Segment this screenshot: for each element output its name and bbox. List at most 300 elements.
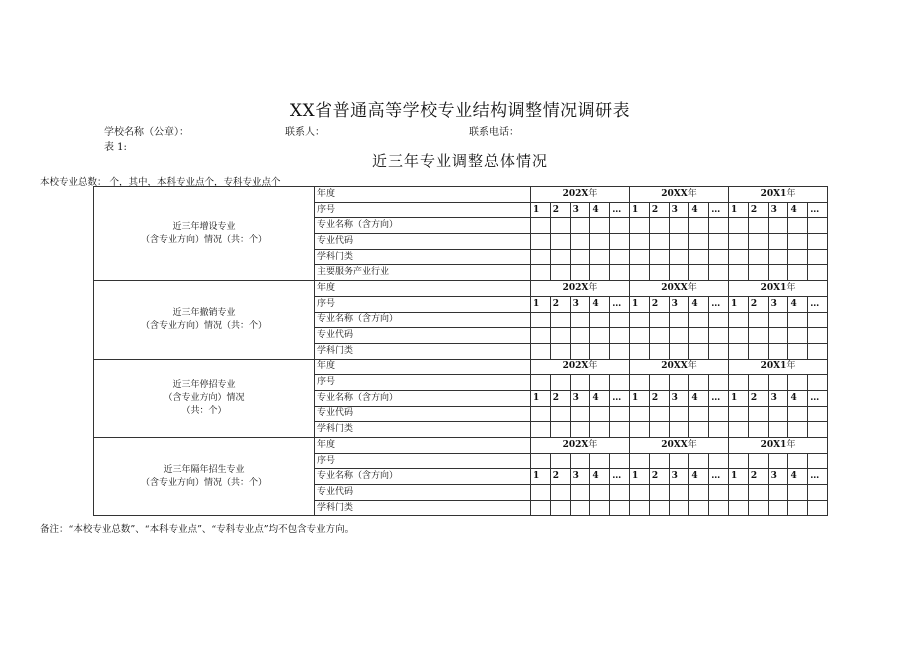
data-cell bbox=[788, 422, 808, 438]
seq-number: … bbox=[610, 296, 630, 312]
school-name-label: 学校名称（公章）： bbox=[104, 127, 189, 138]
data-cell bbox=[689, 328, 709, 344]
row-label: 年度 bbox=[315, 187, 531, 203]
row-label: 专业名称（含方向） bbox=[315, 469, 531, 485]
data-cell bbox=[590, 312, 610, 328]
data-cell bbox=[729, 406, 749, 422]
data-cell bbox=[768, 500, 788, 516]
data-cell bbox=[709, 218, 729, 234]
data-cell bbox=[570, 485, 590, 501]
data-cell bbox=[788, 234, 808, 250]
row-label: 专业代码 bbox=[315, 328, 531, 344]
data-cell bbox=[768, 375, 788, 391]
data-cell bbox=[748, 249, 768, 265]
table-subtitle: 近三年专业调整总体情况 bbox=[371, 152, 548, 170]
data-cell bbox=[788, 500, 808, 516]
seq-number: 1 bbox=[630, 296, 650, 312]
year-suffix: 年 bbox=[687, 361, 697, 372]
seq-number: 3 bbox=[570, 469, 590, 485]
data-cell bbox=[729, 500, 749, 516]
data-cell bbox=[570, 312, 590, 328]
data-cell bbox=[689, 265, 709, 281]
data-cell bbox=[550, 422, 570, 438]
data-cell bbox=[570, 422, 590, 438]
data-cell bbox=[610, 500, 630, 516]
data-cell bbox=[531, 265, 551, 281]
data-cell bbox=[570, 234, 590, 250]
year-code: 202X bbox=[562, 188, 589, 199]
data-cell bbox=[748, 312, 768, 328]
year-suffix: 年 bbox=[588, 282, 598, 293]
data-cell bbox=[610, 375, 630, 391]
year-suffix: 年 bbox=[687, 188, 697, 199]
seq-number: 1 bbox=[729, 469, 749, 485]
seq-number: 1 bbox=[531, 202, 551, 218]
data-cell bbox=[689, 453, 709, 469]
data-cell bbox=[570, 218, 590, 234]
data-cell bbox=[748, 265, 768, 281]
data-cell bbox=[570, 375, 590, 391]
year-suffix: 年 bbox=[687, 282, 697, 293]
seq-number: 3 bbox=[570, 390, 590, 406]
section-label bbox=[94, 281, 315, 359]
seq-number: … bbox=[709, 390, 729, 406]
data-cell bbox=[550, 312, 570, 328]
seq-number: 2 bbox=[550, 296, 570, 312]
data-cell bbox=[649, 500, 669, 516]
seq-number: 4 bbox=[689, 202, 709, 218]
data-cell bbox=[531, 406, 551, 422]
data-cell bbox=[669, 249, 689, 265]
section-label-line: （含专业方向）情况（共：个） bbox=[140, 234, 267, 245]
data-cell bbox=[630, 406, 650, 422]
section-label-line: 近三年撤销专业 bbox=[172, 307, 236, 318]
row-label: 专业名称（含方向） bbox=[315, 312, 531, 328]
data-cell bbox=[531, 500, 551, 516]
row-label: 学科门类 bbox=[315, 422, 531, 438]
data-cell bbox=[649, 343, 669, 359]
year-code: 20XX bbox=[661, 439, 688, 450]
data-cell bbox=[550, 234, 570, 250]
data-cell bbox=[808, 218, 828, 234]
year-header bbox=[630, 359, 729, 375]
data-cell bbox=[590, 218, 610, 234]
data-cell bbox=[610, 453, 630, 469]
page-title: XX省普通高等学校专业结构调整情况调研表 bbox=[289, 101, 631, 121]
data-cell bbox=[808, 234, 828, 250]
data-cell bbox=[610, 218, 630, 234]
footnote: 备注：“本校专业总数”、“本科专业点”、“专科专业点”均不包含专业方向。 bbox=[40, 524, 355, 535]
data-cell bbox=[531, 485, 551, 501]
seq-number: 4 bbox=[788, 390, 808, 406]
row-label: 专业代码 bbox=[315, 234, 531, 250]
data-cell bbox=[531, 312, 551, 328]
data-cell bbox=[590, 343, 610, 359]
data-cell bbox=[550, 343, 570, 359]
year-suffix: 年 bbox=[786, 188, 796, 199]
data-cell bbox=[590, 328, 610, 344]
major-summary-line: 本校专业总数： 个，其中，本科专业点个，专科专业点个 bbox=[40, 177, 281, 188]
data-cell bbox=[788, 453, 808, 469]
seq-number: 1 bbox=[729, 202, 749, 218]
year-header bbox=[531, 187, 630, 203]
seq-number: 2 bbox=[649, 390, 669, 406]
data-cell bbox=[570, 343, 590, 359]
data-cell bbox=[689, 422, 709, 438]
data-cell bbox=[748, 328, 768, 344]
seq-number: 2 bbox=[550, 390, 570, 406]
seq-number: 1 bbox=[630, 390, 650, 406]
data-cell bbox=[649, 218, 669, 234]
data-cell bbox=[630, 453, 650, 469]
data-cell bbox=[768, 312, 788, 328]
seq-number: … bbox=[808, 469, 828, 485]
data-cell bbox=[748, 406, 768, 422]
table-row bbox=[94, 359, 828, 375]
data-cell bbox=[630, 265, 650, 281]
data-cell bbox=[788, 328, 808, 344]
data-cell bbox=[550, 485, 570, 501]
data-cell bbox=[610, 328, 630, 344]
seq-number: 3 bbox=[669, 202, 689, 218]
seq-number: 2 bbox=[649, 469, 669, 485]
data-cell bbox=[630, 500, 650, 516]
data-cell bbox=[748, 422, 768, 438]
data-cell bbox=[709, 328, 729, 344]
seq-number: 3 bbox=[768, 296, 788, 312]
data-cell bbox=[610, 265, 630, 281]
data-cell bbox=[729, 234, 749, 250]
year-header bbox=[630, 281, 729, 297]
data-cell bbox=[590, 265, 610, 281]
seq-number: 2 bbox=[649, 296, 669, 312]
row-label: 序号 bbox=[315, 453, 531, 469]
data-cell bbox=[630, 218, 650, 234]
data-cell bbox=[788, 406, 808, 422]
row-label: 学科门类 bbox=[315, 500, 531, 516]
year-header bbox=[531, 281, 630, 297]
data-cell bbox=[610, 234, 630, 250]
data-cell bbox=[649, 234, 669, 250]
data-cell bbox=[590, 249, 610, 265]
seq-number: … bbox=[610, 469, 630, 485]
data-cell bbox=[669, 328, 689, 344]
section-label-line: （含专业方向）情况（共：个） bbox=[140, 477, 267, 488]
section-label-line: （含专业方向）情况（共：个） bbox=[140, 320, 267, 331]
data-cell bbox=[768, 406, 788, 422]
year-code: 20XX bbox=[661, 282, 688, 293]
data-cell bbox=[729, 485, 749, 501]
data-cell bbox=[570, 265, 590, 281]
seq-number: … bbox=[808, 296, 828, 312]
year-code: 20X1 bbox=[760, 188, 787, 199]
data-cell bbox=[788, 375, 808, 391]
seq-number: 4 bbox=[689, 296, 709, 312]
data-cell bbox=[808, 453, 828, 469]
year-suffix: 年 bbox=[588, 361, 598, 372]
data-cell bbox=[610, 406, 630, 422]
year-code: 20XX bbox=[661, 361, 688, 372]
data-cell bbox=[669, 312, 689, 328]
seq-number: 3 bbox=[570, 296, 590, 312]
seq-number: 1 bbox=[531, 469, 551, 485]
data-cell bbox=[709, 249, 729, 265]
data-cell bbox=[669, 234, 689, 250]
seq-number: 4 bbox=[590, 390, 610, 406]
data-cell bbox=[709, 500, 729, 516]
year-header bbox=[729, 359, 828, 375]
data-cell bbox=[689, 500, 709, 516]
data-cell bbox=[709, 265, 729, 281]
data-cell bbox=[768, 422, 788, 438]
row-label: 专业代码 bbox=[315, 406, 531, 422]
section-label-line: 近三年增设专业 bbox=[172, 221, 236, 232]
data-cell bbox=[709, 343, 729, 359]
data-cell bbox=[531, 343, 551, 359]
data-cell bbox=[808, 406, 828, 422]
data-cell bbox=[689, 218, 709, 234]
data-cell bbox=[630, 485, 650, 501]
data-cell bbox=[669, 218, 689, 234]
row-label: 序号 bbox=[315, 296, 531, 312]
seq-number: 4 bbox=[590, 469, 610, 485]
data-cell bbox=[649, 422, 669, 438]
data-cell bbox=[630, 234, 650, 250]
seq-number: 3 bbox=[768, 390, 788, 406]
row-label: 专业代码 bbox=[315, 485, 531, 501]
data-cell bbox=[808, 312, 828, 328]
section-label bbox=[94, 438, 315, 516]
data-cell bbox=[590, 375, 610, 391]
data-cell bbox=[531, 375, 551, 391]
seq-number: 3 bbox=[669, 469, 689, 485]
data-cell bbox=[610, 485, 630, 501]
major-adjustment-table bbox=[93, 186, 828, 516]
data-cell bbox=[788, 218, 808, 234]
seq-number: 4 bbox=[590, 202, 610, 218]
data-cell bbox=[748, 218, 768, 234]
seq-number: 4 bbox=[689, 469, 709, 485]
data-cell bbox=[768, 218, 788, 234]
data-cell bbox=[669, 485, 689, 501]
data-cell bbox=[729, 343, 749, 359]
row-label: 主要服务产业行业 bbox=[315, 265, 531, 281]
data-cell bbox=[610, 343, 630, 359]
data-cell bbox=[550, 249, 570, 265]
seq-number: 3 bbox=[570, 202, 590, 218]
data-cell bbox=[788, 265, 808, 281]
data-cell bbox=[709, 375, 729, 391]
row-label: 序号 bbox=[315, 375, 531, 391]
data-cell bbox=[768, 249, 788, 265]
year-code: 202X bbox=[562, 439, 589, 450]
year-suffix: 年 bbox=[588, 439, 598, 450]
seq-number: … bbox=[709, 202, 729, 218]
data-cell bbox=[590, 406, 610, 422]
year-suffix: 年 bbox=[786, 361, 796, 372]
row-label: 学科门类 bbox=[315, 249, 531, 265]
data-cell bbox=[808, 422, 828, 438]
data-cell bbox=[689, 312, 709, 328]
data-cell bbox=[531, 249, 551, 265]
data-cell bbox=[808, 343, 828, 359]
contact-person-label: 联系人： bbox=[285, 127, 325, 138]
table-row bbox=[94, 281, 828, 297]
data-cell bbox=[709, 422, 729, 438]
section-label-line: 近三年停招专业 bbox=[172, 379, 236, 390]
year-header bbox=[729, 281, 828, 297]
data-cell bbox=[550, 406, 570, 422]
data-cell bbox=[649, 453, 669, 469]
data-cell bbox=[669, 422, 689, 438]
data-cell bbox=[550, 500, 570, 516]
data-cell bbox=[729, 422, 749, 438]
data-cell bbox=[768, 265, 788, 281]
data-cell bbox=[550, 328, 570, 344]
table-row bbox=[94, 438, 828, 454]
year-header bbox=[630, 438, 729, 454]
data-cell bbox=[729, 312, 749, 328]
seq-number: … bbox=[808, 202, 828, 218]
row-label: 专业名称（含方向） bbox=[315, 218, 531, 234]
data-cell bbox=[590, 485, 610, 501]
seq-number: 3 bbox=[768, 202, 788, 218]
row-label: 年度 bbox=[315, 438, 531, 454]
year-code: 20X1 bbox=[760, 361, 787, 372]
data-cell bbox=[649, 312, 669, 328]
year-code: 202X bbox=[562, 282, 589, 293]
data-cell bbox=[630, 422, 650, 438]
data-cell bbox=[748, 375, 768, 391]
seq-number: 1 bbox=[531, 296, 551, 312]
data-cell bbox=[709, 453, 729, 469]
seq-number: 4 bbox=[590, 296, 610, 312]
data-cell bbox=[729, 249, 749, 265]
data-cell bbox=[649, 265, 669, 281]
seq-number: 3 bbox=[669, 390, 689, 406]
data-cell bbox=[748, 453, 768, 469]
data-cell bbox=[649, 375, 669, 391]
data-cell bbox=[689, 249, 709, 265]
data-cell bbox=[550, 265, 570, 281]
seq-number: 2 bbox=[550, 469, 570, 485]
data-cell bbox=[768, 328, 788, 344]
row-label: 专业名称（含方向） bbox=[315, 390, 531, 406]
data-cell bbox=[729, 218, 749, 234]
data-cell bbox=[630, 328, 650, 344]
data-cell bbox=[630, 375, 650, 391]
data-cell bbox=[709, 406, 729, 422]
data-cell bbox=[590, 234, 610, 250]
data-cell bbox=[570, 328, 590, 344]
data-cell bbox=[709, 312, 729, 328]
data-cell bbox=[808, 375, 828, 391]
data-cell bbox=[550, 218, 570, 234]
data-cell bbox=[808, 500, 828, 516]
year-header bbox=[531, 359, 630, 375]
year-code: 20X1 bbox=[760, 439, 787, 450]
data-cell bbox=[748, 485, 768, 501]
data-cell bbox=[649, 406, 669, 422]
year-suffix: 年 bbox=[786, 282, 796, 293]
data-cell bbox=[531, 453, 551, 469]
data-cell bbox=[689, 234, 709, 250]
seq-number: 1 bbox=[729, 390, 749, 406]
seq-number: 4 bbox=[788, 296, 808, 312]
data-cell bbox=[788, 249, 808, 265]
seq-number: … bbox=[610, 390, 630, 406]
seq-number: 3 bbox=[768, 469, 788, 485]
data-cell bbox=[709, 234, 729, 250]
data-cell bbox=[768, 453, 788, 469]
data-cell bbox=[788, 485, 808, 501]
data-cell bbox=[669, 406, 689, 422]
year-code: 202X bbox=[562, 361, 589, 372]
section-label bbox=[94, 187, 315, 281]
data-cell bbox=[748, 234, 768, 250]
data-cell bbox=[729, 328, 749, 344]
year-suffix: 年 bbox=[588, 188, 598, 199]
data-cell bbox=[768, 343, 788, 359]
seq-number: 1 bbox=[729, 296, 749, 312]
data-cell bbox=[788, 312, 808, 328]
data-cell bbox=[768, 234, 788, 250]
data-cell bbox=[630, 312, 650, 328]
data-cell bbox=[808, 485, 828, 501]
seq-number: 1 bbox=[630, 202, 650, 218]
year-header bbox=[729, 187, 828, 203]
data-cell bbox=[590, 500, 610, 516]
data-cell bbox=[689, 406, 709, 422]
data-cell bbox=[630, 249, 650, 265]
data-cell bbox=[610, 312, 630, 328]
seq-number: 2 bbox=[550, 202, 570, 218]
data-cell bbox=[649, 485, 669, 501]
data-cell bbox=[550, 375, 570, 391]
seq-number: 2 bbox=[748, 296, 768, 312]
data-cell bbox=[590, 453, 610, 469]
table-row bbox=[94, 187, 828, 203]
data-cell bbox=[570, 500, 590, 516]
data-cell bbox=[768, 485, 788, 501]
section-label-line: （共：个） bbox=[181, 405, 227, 416]
seq-number: … bbox=[709, 469, 729, 485]
data-cell bbox=[570, 453, 590, 469]
data-cell bbox=[689, 375, 709, 391]
data-cell bbox=[531, 422, 551, 438]
data-cell bbox=[630, 343, 650, 359]
data-cell bbox=[729, 265, 749, 281]
data-cell bbox=[610, 422, 630, 438]
year-suffix: 年 bbox=[786, 439, 796, 450]
data-cell bbox=[748, 343, 768, 359]
year-code: 20XX bbox=[661, 188, 688, 199]
seq-number: 2 bbox=[649, 202, 669, 218]
data-cell bbox=[788, 343, 808, 359]
data-cell bbox=[729, 375, 749, 391]
data-cell bbox=[649, 328, 669, 344]
data-cell bbox=[748, 500, 768, 516]
data-cell bbox=[531, 328, 551, 344]
data-cell bbox=[570, 249, 590, 265]
data-cell bbox=[729, 453, 749, 469]
year-suffix: 年 bbox=[687, 439, 697, 450]
section-label-line: 近三年隔年招生专业 bbox=[163, 464, 245, 475]
data-cell bbox=[669, 375, 689, 391]
section-label bbox=[94, 359, 315, 437]
row-label: 年度 bbox=[315, 359, 531, 375]
data-cell bbox=[570, 406, 590, 422]
